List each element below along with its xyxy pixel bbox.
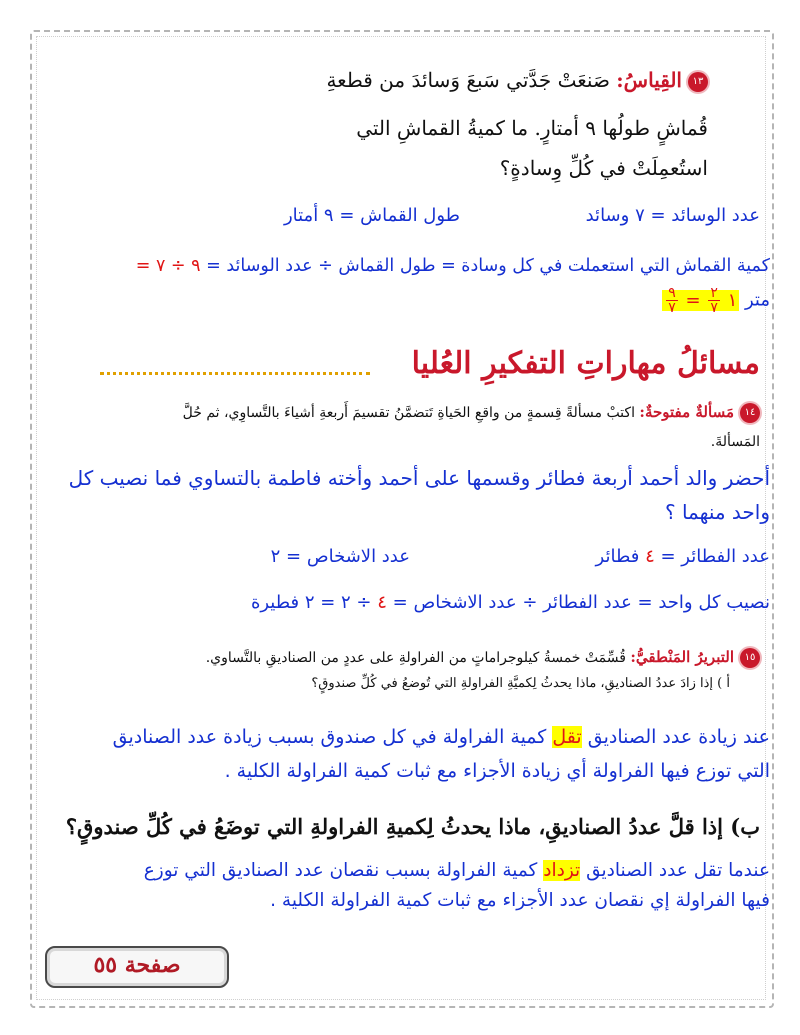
a13-mixed-whole: ١ — [727, 289, 738, 311]
a13-length: طول القماش = ٩ أمتار — [283, 205, 460, 226]
a15b-line1: عندما تقل عدد الصناديق تزداد كمية الفراولة بسبب نقصان عدد الصناديق التي توزع — [143, 860, 770, 881]
a13-pillows: عدد الوسائد = ٧ وسائد — [585, 205, 760, 226]
q14-line2: المَسألةَ. — [710, 434, 760, 450]
a13-mixed-fraction: ٢ ٧ — [710, 285, 718, 316]
a13-result — [662, 286, 770, 315]
a13-formula-red: ٩ ÷ ٧ = — [135, 256, 201, 276]
a14-persons: عدد الاشخاص = ٢ — [270, 546, 410, 567]
q15-line1 — [60, 645, 760, 670]
a14-pies-value: ٤ — [645, 546, 655, 567]
q15-part-a: أ ) إذا زادَ عددُ الصناديقِ، ماذا يحدثُ لِكميَّةِ الفراولةِ التي تُوضعُ في كُلِّ صندوقٍ؟ — [311, 676, 730, 691]
a15b-line2: فيها الفراولة إي نقصان عدد الأجزاء مع ثبات كمية الفراولة الكلية . — [270, 890, 770, 911]
q14-title: مَسألةٌ مفتوحةٌ: — [639, 403, 734, 421]
a13-formula — [136, 256, 770, 276]
section-title: مسائلُ مهاراتِ التفكيرِ العُليا — [411, 346, 760, 381]
q15-text-1: قُسِّمَتْ خمسةُ كيلوجراماتٍ من الفراولةِ على عددٍ من الصناديقِ بالتَّساوي. — [205, 650, 626, 666]
q14-text-1: اكتبْ مسألةً قِسمةٍ من واقعِ الحَياةِ تَتضمَّنُ تقسيمَ أَربعةِ أشياءَ بالتَّساوِي، ثم حُلَّ — [182, 405, 635, 421]
q15-title: التبريرُ المَنْطقيُّ: — [630, 648, 734, 666]
q13-line1 — [68, 64, 708, 96]
page-number: صفحة ٥٥ — [93, 952, 181, 978]
q14-line1 — [60, 400, 760, 425]
a14-pies: عدد الفطائر = ٤ فطائر — [595, 546, 770, 567]
a13-formula-prefix: كمية القماش التي استعملت في كل وسادة = طول القماش ÷ عدد الوسائد = — [206, 256, 770, 276]
a14-share: نصيب كل واحد = عدد الفطائر ÷ عدد الاشخاص = ٤ ÷ ٢ = ٢ فطيرة — [250, 592, 770, 613]
q15b-text: ب) إذا قلَّ عددُ الصناديقِ، ماذا يحدثُ لِكميةِ الفراولةِ التي توضَعُ في كُلِّ صندوقٍ؟ — [65, 814, 760, 839]
a13-improper-fraction: ٩ ٧ — [668, 285, 676, 316]
a14-line2: واحد منهما ؟ — [664, 500, 770, 524]
q13-title: القِياسُ: — [616, 68, 682, 92]
q13-line2: قُماشٍ طولُها ٩ أمتارٍ. ما كميةُ القماشِ التي — [356, 116, 708, 140]
a15b-highlight: تزداد — [543, 860, 581, 881]
page-number-box — [45, 946, 229, 988]
a15a-line1: عند زيادة عدد الصناديق تقل كمية الفراولة في كل صندوق بسبب زيادة عدد الصناديق — [112, 726, 770, 748]
q15-number-badge: ١٥ — [740, 648, 760, 668]
a13-unit: متر — [744, 289, 770, 311]
a14-share-red: ٤ — [377, 592, 387, 613]
a14-line1: أحضر والد أحمد أربعة فطائر وقسمها على أحمد وأخته فاطمة بالتساوي فما نصيب كل — [68, 466, 770, 490]
q13-line3: استُعمِلَتْ في كُلِّ وِسادةٍ؟ — [499, 156, 708, 180]
q14-number-badge: ١٤ — [740, 403, 760, 423]
a15a-highlight: تقل — [552, 726, 582, 748]
a15a-line2: التي توزع فيها الفراولة أي زيادة الأجزاء مع ثبات كمية الفراولة الكلية . — [224, 760, 770, 782]
q13-text-1: صَنعَتْ جَدَّتي سَبعَ وَسائدَ من قطعةِ — [326, 68, 610, 92]
section-dotted-rule — [100, 372, 370, 375]
a13-equals: = — [685, 289, 701, 311]
a13-mixed-number — [662, 285, 739, 316]
q13-number-badge: ١٣ — [688, 72, 708, 92]
